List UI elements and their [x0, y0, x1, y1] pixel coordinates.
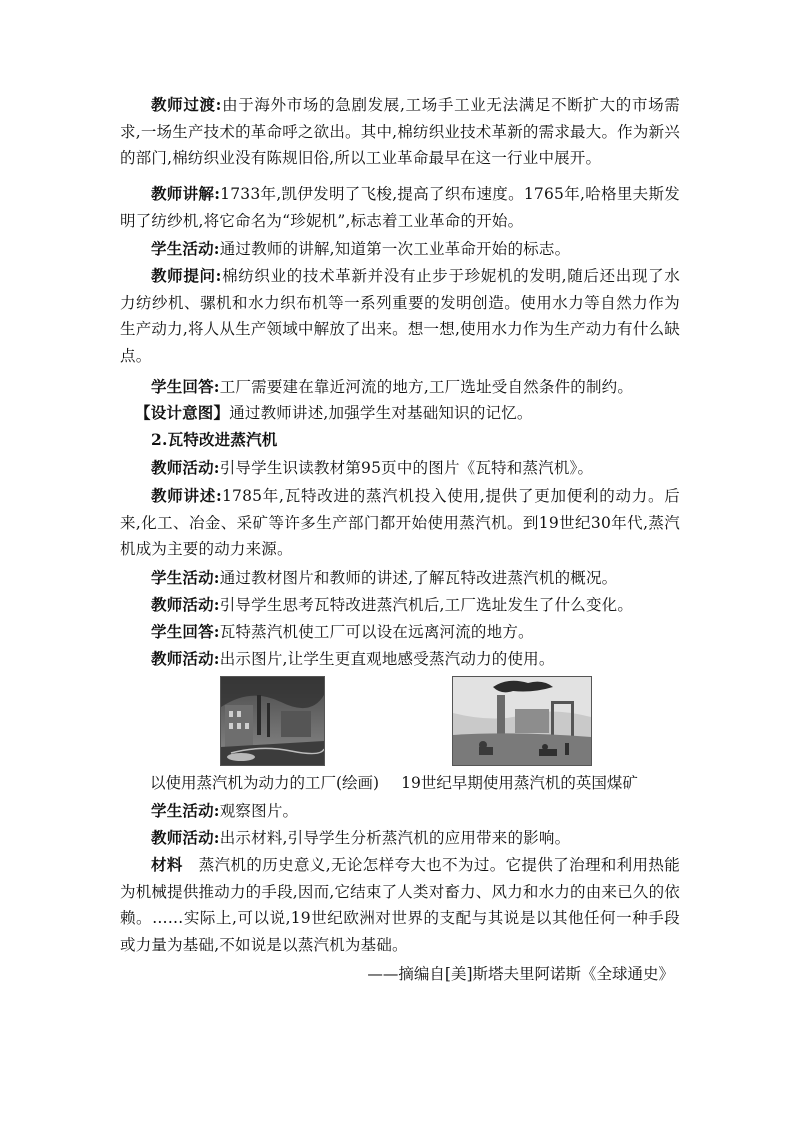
paragraph-label: 教师活动:: [151, 595, 220, 614]
paragraph-label: 教师活动:: [151, 649, 220, 668]
paragraph-student-activity: [120, 565, 680, 592]
paragraph-student-answer: [120, 374, 680, 401]
paragraph-text: 观察图片。: [219, 802, 299, 820]
paragraph-text: 引导学生识读教材第95页中的图片《瓦特和蒸汽机》。: [219, 459, 594, 477]
section-heading: [120, 427, 680, 454]
paragraph-text: 引导学生思考瓦特改进蒸汽机后,工厂选址发生了什么变化。: [219, 596, 634, 614]
paragraph-design-intent: [135, 400, 695, 427]
factory-painting-caption: 以使用蒸汽机为动力的工厂(绘画): [150, 774, 380, 792]
paragraph-label: 学生回答:: [151, 377, 220, 396]
paragraph-text: 出示图片,让学生更直观地感受蒸汽动力的使用。: [219, 650, 555, 668]
paragraph-teacher-activity: [120, 592, 680, 619]
paragraph-material: [120, 852, 680, 958]
paragraph-text: 由于海外市场的急剧发展,工场手工业无法满足不断扩大的市场需求,一场生产技术的革命呼之欲出。其中,棉纺织业技术革新的需求最大。作为新兴的部门,棉纺织业没有陈规旧俗,所以工业革命最早在这一行业中展开。: [120, 96, 680, 167]
section-heading-text: 2.瓦特改进蒸汽机: [151, 430, 278, 449]
paragraph-student-activity: [120, 798, 680, 825]
paragraph-label: 学生活动:: [151, 568, 220, 587]
paragraph-student-answer: [120, 619, 680, 646]
paragraph-label: 教师活动:: [151, 458, 220, 477]
coal-mine-image: [452, 676, 592, 766]
material-source: ——摘编自[美]斯塔夫里阿诺斯《全球通史》: [367, 965, 674, 983]
paragraph-teacher-narrate: [120, 483, 680, 563]
factory-painting-image: [220, 676, 325, 766]
paragraph-label: 材料: [151, 855, 183, 874]
paragraph-text: 通过教材图片和教师的讲述,了解瓦特改进蒸汽机的概况。: [219, 569, 618, 587]
paragraph-text: 1785年,瓦特改进的蒸汽机投入使用,提供了更加便利的动力。后来,化工、冶金、采矿等许多生产部门都开始使用蒸汽机。到19世纪30年代,蒸汽机成为主要的动力来源。: [120, 487, 680, 558]
paragraph-teacher-activity: [120, 825, 680, 852]
paragraph-label: 教师提问:: [151, 266, 222, 285]
figure-captions: [150, 770, 638, 796]
paragraph-label: 教师过渡:: [151, 95, 222, 114]
paragraph-label: 教师讲解:: [151, 184, 221, 203]
paragraph-text: 出示材料,引导学生分析蒸汽机的应用带来的影响。: [219, 829, 571, 847]
paragraph-text: 1733年,凯伊发明了飞梭,提高了织布速度。1765年,哈格里夫斯发明了纺纱机,将它命名为“珍妮机”,标志着工业革命的开始。: [120, 185, 680, 230]
paragraph-teacher-explain: [120, 181, 680, 234]
paragraph-label: 教师讲述:: [151, 486, 222, 505]
paragraph-label: 学生回答:: [151, 622, 220, 641]
paragraph-text: 通过教师的讲解,知道第一次工业革命开始的标志。: [219, 240, 571, 258]
paragraph-label: 学生活动:: [151, 801, 220, 820]
paragraph-text: 蒸汽机的历史意义,无论怎样夸大也不为过。它提供了治理和利用热能为机械提供推动力的手段,因而,它结束了人类对畜力、风力和水力的由来已久的依赖。……实际上,可以说,19世纪欧洲对世界的支配与其说是以其他任何一种手段或力量为基础,不如说是以蒸汽机为基础。: [120, 856, 680, 954]
paragraph-teacher-activity: [120, 455, 680, 482]
paragraph-teacher-question: [120, 263, 680, 369]
coal-mine-caption: 19世纪早期使用蒸汽机的英国煤矿: [401, 774, 638, 792]
paragraph-text: 通过教师讲述,加强学生对基础知识的记忆。: [229, 404, 533, 422]
paragraph-label: 学生活动:: [151, 239, 220, 258]
paragraph-text: 瓦特蒸汽机使工厂可以设在远离河流的地方。: [219, 623, 534, 641]
coal-mine-illustration: [453, 677, 591, 765]
paragraph-teacher-transition: [120, 92, 680, 172]
paragraph-teacher-activity: [120, 646, 680, 673]
paragraph-text: 工厂需要建在靠近河流的地方,工厂选址受自然条件的制约。: [219, 378, 634, 396]
paragraph-label: 教师活动:: [151, 828, 220, 847]
paragraph-label: 【设计意图】: [135, 403, 230, 422]
paragraph-text: 棉纺织业的技术革新并没有止步于珍妮机的发明,随后还出现了水力纺纱机、骡机和水力织布机等一系列重要的发明创造。使用水力等自然力作为生产动力,将人从生产领域中解放了出来。想一想,使用水力作为生产动力有什么缺点。: [120, 267, 680, 365]
factory-painting-illustration: [221, 677, 324, 765]
paragraph-student-activity: [120, 236, 680, 263]
